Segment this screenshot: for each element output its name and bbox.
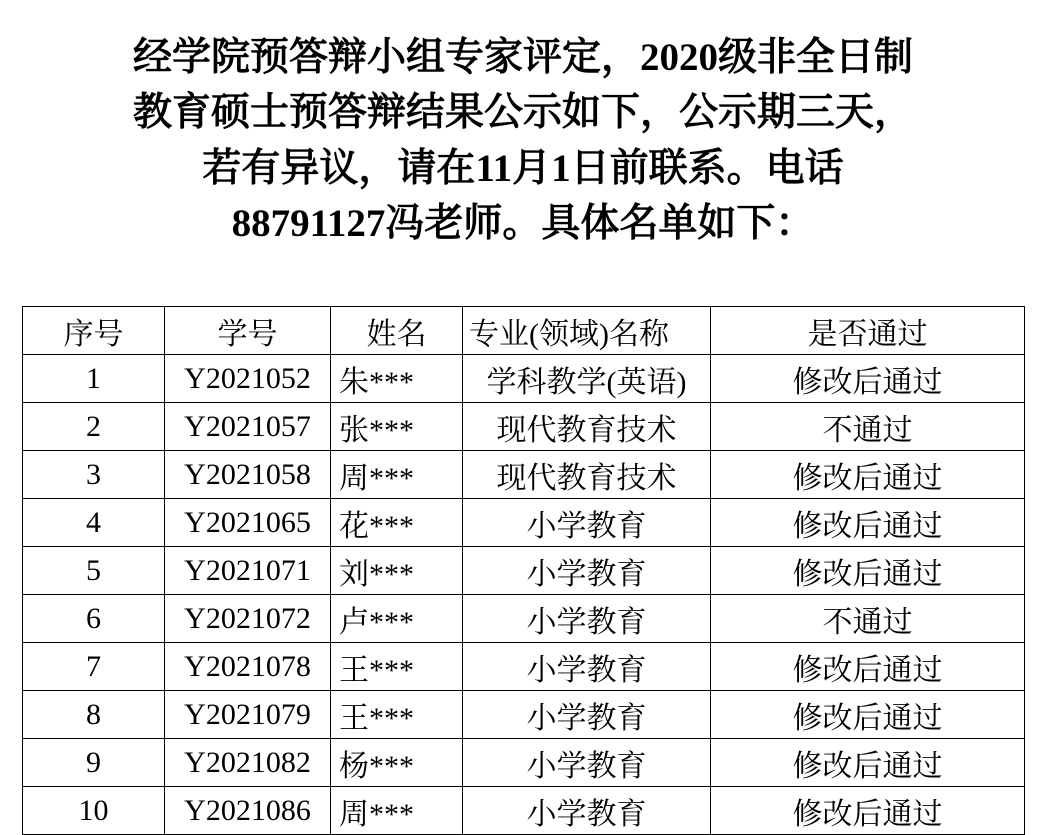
cell-student-id xyxy=(165,451,331,499)
cell-student-id xyxy=(165,643,331,691)
cell-seq xyxy=(23,595,165,643)
cell-seq-value: 9 xyxy=(86,745,101,779)
cell-result xyxy=(711,739,1025,787)
cell-student-id-value: Y2021065 xyxy=(184,505,311,539)
cell-student-id xyxy=(165,355,331,403)
cell-student-id-value: Y2021079 xyxy=(184,697,311,731)
cell-major xyxy=(463,403,711,451)
cell-student-id-value: Y2021086 xyxy=(184,793,311,827)
cell-name-value: 王*** xyxy=(339,653,414,687)
table-row xyxy=(23,643,1025,691)
cell-major xyxy=(463,355,711,403)
cell-seq-value: 1 xyxy=(86,361,101,395)
cell-name xyxy=(331,403,463,451)
header-result xyxy=(711,307,1025,355)
cell-seq xyxy=(23,643,165,691)
cell-student-id-value: Y2021057 xyxy=(184,409,311,443)
table-header-row xyxy=(23,307,1025,355)
header-name xyxy=(331,307,463,355)
table-row xyxy=(23,403,1025,451)
cell-seq xyxy=(23,547,165,595)
header-seq xyxy=(23,307,165,355)
cell-student-id xyxy=(165,595,331,643)
cell-seq-value: 6 xyxy=(86,601,101,635)
table-row xyxy=(23,787,1025,835)
header-major-label: 专业(领域)名称 xyxy=(469,317,669,351)
header-major xyxy=(463,307,711,355)
cell-name xyxy=(331,547,463,595)
header-name-label: 姓名 xyxy=(366,317,427,351)
table-header xyxy=(23,307,1025,355)
cell-student-id-value: Y2021052 xyxy=(184,361,311,395)
cell-student-id xyxy=(165,691,331,739)
table-row xyxy=(23,691,1025,739)
table-row xyxy=(23,739,1025,787)
cell-major-value: 小学教育 xyxy=(526,653,647,687)
cell-seq-value: 8 xyxy=(86,697,101,731)
cell-name xyxy=(331,451,463,499)
table-row xyxy=(23,595,1025,643)
cell-major-value: 小学教育 xyxy=(526,701,647,735)
cell-seq xyxy=(23,403,165,451)
table-row xyxy=(23,547,1025,595)
cell-name-value: 刘*** xyxy=(339,557,414,591)
cell-name-value: 周*** xyxy=(339,797,414,831)
cell-name-value: 花*** xyxy=(339,509,414,543)
table-row xyxy=(23,499,1025,547)
cell-result xyxy=(711,403,1025,451)
table-row xyxy=(23,451,1025,499)
cell-result-value: 修改后通过 xyxy=(792,653,943,687)
cell-seq-value: 3 xyxy=(86,457,101,491)
cell-seq-value: 10 xyxy=(78,793,109,827)
cell-name xyxy=(331,643,463,691)
cell-name-value: 朱*** xyxy=(339,365,414,399)
cell-student-id-value: Y2021071 xyxy=(184,553,311,587)
cell-result-value: 修改后通过 xyxy=(792,509,943,543)
cell-major-value: 现代教育技术 xyxy=(496,461,677,495)
cell-student-id-value: Y2021058 xyxy=(184,457,311,491)
cell-major-value: 小学教育 xyxy=(526,605,647,639)
cell-name xyxy=(331,595,463,643)
cell-result xyxy=(711,355,1025,403)
cell-major-value: 小学教育 xyxy=(526,749,647,783)
cell-major xyxy=(463,739,711,787)
cell-name-value: 王*** xyxy=(339,701,414,735)
notice-line-2: 教育硕士预答辩结果公示如下，公示期三天， xyxy=(132,91,913,135)
cell-seq xyxy=(23,787,165,835)
cell-student-id xyxy=(165,739,331,787)
cell-name-value: 周*** xyxy=(339,461,414,495)
table-body xyxy=(23,355,1025,835)
notice-line-1: 经学院预答辩小组专家评定，2020级非全日制 xyxy=(132,36,913,79)
cell-name-value: 杨*** xyxy=(339,749,414,783)
notice-text xyxy=(0,0,1046,252)
cell-major xyxy=(463,691,711,739)
cell-name-value: 张*** xyxy=(339,413,414,447)
cell-result xyxy=(711,595,1025,643)
cell-name xyxy=(331,691,463,739)
cell-result xyxy=(711,787,1025,835)
cell-result-value: 修改后通过 xyxy=(792,797,943,831)
cell-result xyxy=(711,691,1025,739)
cell-seq xyxy=(23,451,165,499)
cell-major xyxy=(463,595,711,643)
cell-name xyxy=(331,499,463,547)
cell-result-value: 修改后通过 xyxy=(792,461,943,495)
cell-result-value: 修改后通过 xyxy=(792,749,943,783)
cell-seq-value: 7 xyxy=(86,649,101,683)
cell-major-value: 小学教育 xyxy=(526,557,647,591)
cell-student-id-value: Y2021072 xyxy=(184,601,311,635)
cell-seq xyxy=(23,739,165,787)
cell-major-value: 现代教育技术 xyxy=(496,413,677,447)
cell-major xyxy=(463,499,711,547)
header-seq-label: 序号 xyxy=(63,317,124,351)
cell-major-value: 小学教育 xyxy=(526,797,647,831)
cell-major-value: 学科教学(英语) xyxy=(486,365,687,399)
cell-name xyxy=(331,355,463,403)
cell-result-value: 不通过 xyxy=(822,605,913,639)
cell-result xyxy=(711,643,1025,691)
table-row xyxy=(23,355,1025,403)
cell-student-id xyxy=(165,787,331,835)
cell-major xyxy=(463,643,711,691)
cell-result-value: 修改后通过 xyxy=(792,557,943,591)
cell-result-value: 修改后通过 xyxy=(792,365,943,399)
cell-major xyxy=(463,451,711,499)
header-student-id-label: 学号 xyxy=(217,317,278,351)
results-table xyxy=(22,306,1025,835)
cell-seq xyxy=(23,499,165,547)
header-result-label: 是否通过 xyxy=(807,317,928,351)
results-table-container xyxy=(22,306,1024,835)
cell-result xyxy=(711,547,1025,595)
cell-result-value: 不通过 xyxy=(822,413,913,447)
cell-student-id-value: Y2021078 xyxy=(184,649,311,683)
notice-line-3: 若有异议，请在11月1日前联系。电话 xyxy=(202,146,844,190)
cell-result xyxy=(711,451,1025,499)
cell-student-id xyxy=(165,499,331,547)
cell-name-value: 卢*** xyxy=(339,605,414,639)
cell-result-value: 修改后通过 xyxy=(792,701,943,735)
header-student-id xyxy=(165,307,331,355)
cell-student-id xyxy=(165,547,331,595)
cell-major xyxy=(463,787,711,835)
cell-seq-value: 4 xyxy=(86,505,101,539)
cell-student-id-value: Y2021082 xyxy=(184,745,311,779)
cell-seq-value: 2 xyxy=(86,409,101,443)
cell-major-value: 小学教育 xyxy=(526,509,647,543)
notice-line-4: 88791127冯老师。具体名单如下： xyxy=(231,202,815,246)
cell-name xyxy=(331,739,463,787)
cell-student-id xyxy=(165,403,331,451)
cell-seq-value: 5 xyxy=(86,553,101,587)
cell-seq xyxy=(23,355,165,403)
cell-major xyxy=(463,547,711,595)
cell-name xyxy=(331,787,463,835)
cell-result xyxy=(711,499,1025,547)
cell-seq xyxy=(23,691,165,739)
